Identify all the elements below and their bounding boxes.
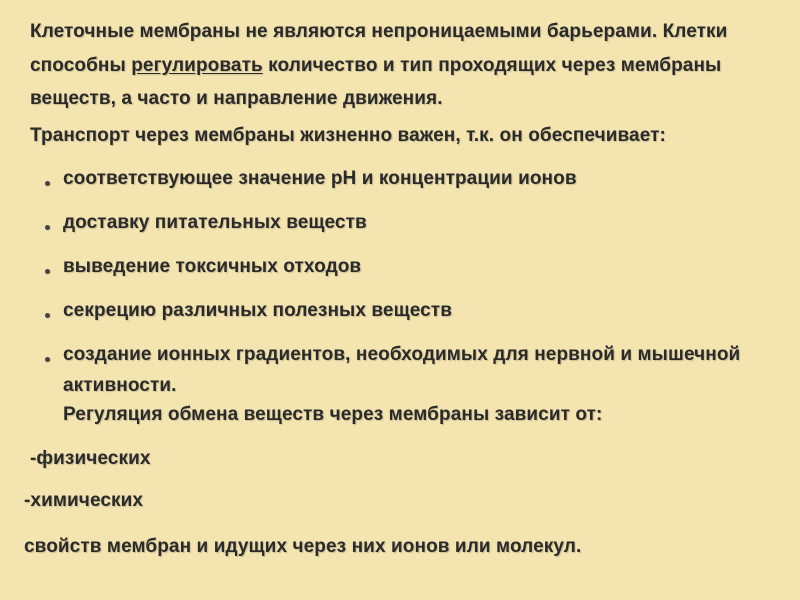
bullet-dot-icon xyxy=(45,181,50,186)
bullet-dot-icon xyxy=(45,225,50,230)
bullet-dot-icon xyxy=(45,269,50,274)
dependency-physical: -физических xyxy=(30,448,151,469)
bullet-item: соответствующее значение pH и концентрации ионов xyxy=(63,168,577,189)
bullet-item: доставку питательных веществ xyxy=(63,212,367,233)
bullet-dot-icon xyxy=(45,313,50,318)
intro-line-3: веществ, а часто и направление движения. xyxy=(30,88,443,109)
intro-line-2 xyxy=(30,54,721,78)
bullet-item-continuation: активности. xyxy=(63,375,177,396)
transport-heading: Транспорт через мембраны жизненно важен, т.к. он обеспечивает: xyxy=(30,125,666,146)
regulate-underlined-word: регулировать xyxy=(131,55,263,76)
bullet-item: секрецию различных полезных веществ xyxy=(63,300,452,321)
bullet-dot-icon xyxy=(45,357,50,362)
intro-line-1: Клеточные мембраны не являются непроницаемыми барьерами. Клетки xyxy=(30,21,728,42)
regulation-heading: Регуляция обмена веществ через мембраны зависит от: xyxy=(63,404,603,425)
intro-line-2-end: количество и тип проходящих через мембраны xyxy=(262,55,722,76)
bullet-item: выведение токсичных отходов xyxy=(63,256,362,277)
dependency-chemical: -химических xyxy=(24,490,144,511)
intro-line-2-start: способны xyxy=(30,55,132,76)
closing-line: свойств мембран и идущих через них ионов или молекул. xyxy=(24,536,582,557)
bullet-item: создание ионных градиентов, необходимых для нервной и мышечной xyxy=(63,344,741,365)
